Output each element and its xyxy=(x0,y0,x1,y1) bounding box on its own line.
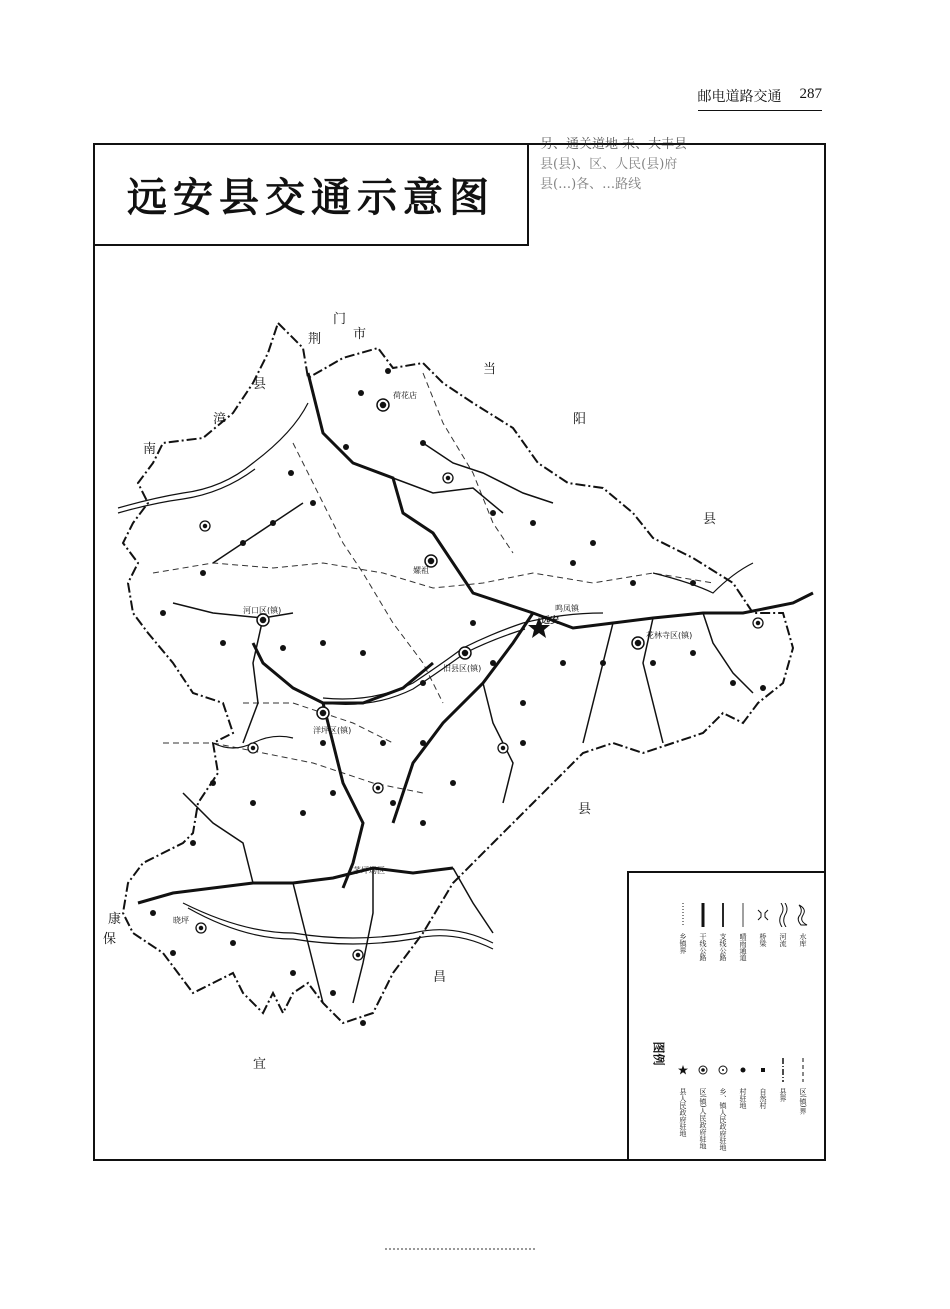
place-label: 旧县区(镇) xyxy=(443,664,482,673)
place-label: 鸣凤镇 xyxy=(555,604,579,613)
legend-item xyxy=(735,903,751,961)
neighbor-label: 门 xyxy=(333,312,347,327)
legend-item xyxy=(675,1058,691,1137)
dot-icon xyxy=(737,1058,749,1082)
place-label: 花林寺区(镇) xyxy=(646,631,693,640)
bridge-icon xyxy=(757,903,769,927)
neighbor-label: 宜 xyxy=(253,1057,267,1072)
rivers xyxy=(118,403,753,949)
neighbor-label: 当 xyxy=(483,362,497,377)
page-header xyxy=(698,86,823,111)
neighbor-label: 县 xyxy=(703,512,717,527)
place-label: 荷花店 xyxy=(393,391,417,400)
legend-item xyxy=(755,1058,771,1109)
legend-title: 图例 xyxy=(651,1041,666,1066)
double-circle-icon xyxy=(697,1058,709,1082)
neighbor-label: 县 xyxy=(253,377,267,392)
map-legend xyxy=(627,871,826,1161)
legend-label: 乡、镇人民政府驻地 xyxy=(719,1088,727,1151)
legend-item xyxy=(735,1058,751,1109)
page-number: 287 xyxy=(799,86,822,102)
legend-item xyxy=(695,903,711,961)
legend-label: 支线公路 xyxy=(719,933,727,961)
place-label: 茅坪场区 xyxy=(353,866,385,875)
neighbor-label: 漳 xyxy=(213,412,227,427)
district-boundaries xyxy=(153,373,713,793)
neighbor-label: 荆 xyxy=(308,332,322,347)
legend-label: 区(镇)界 xyxy=(799,1088,807,1115)
neighbor-labels xyxy=(103,312,716,1072)
legend-item xyxy=(795,903,811,947)
place-labels xyxy=(173,390,692,925)
legend-item xyxy=(775,903,791,947)
place-label: 嫘祖 xyxy=(413,566,429,575)
neighbor-label: 昌 xyxy=(433,970,447,985)
bottom-smudge xyxy=(385,1248,535,1253)
legend-item xyxy=(775,1058,791,1102)
dash-dot-line-icon xyxy=(777,1058,789,1082)
place-label: 远安 xyxy=(541,616,560,626)
legend-item xyxy=(795,1058,811,1114)
neighbor-label: 南 xyxy=(143,442,157,457)
star-icon xyxy=(677,1058,689,1082)
legend-label: 区(镇)人民政府驻地 xyxy=(699,1088,707,1150)
place-label: 晓坪 xyxy=(173,916,189,925)
neighbor-label: 县 xyxy=(578,802,592,817)
place-label: 河口区(镇) xyxy=(243,606,282,615)
medium-line-icon xyxy=(717,903,729,927)
dotted-line-icon xyxy=(677,903,689,927)
legend-label: 县界 xyxy=(779,1088,787,1102)
legend-label: 河流 xyxy=(779,933,787,947)
small-square-icon xyxy=(757,1058,769,1082)
legend-label: 晴雨通道 xyxy=(739,933,747,961)
legend-label: 桥梁 xyxy=(759,933,767,947)
ghost-line: 县(县)、区、人民(县)府 xyxy=(540,157,678,172)
neighbor-label: 阳 xyxy=(573,412,587,427)
thin-line-icon xyxy=(737,903,749,927)
neighbor-label: 市 xyxy=(353,327,367,342)
legend-item xyxy=(675,903,691,954)
legend-label: 县人民政府驻地 xyxy=(679,1088,687,1137)
neighbor-label: 康 xyxy=(108,912,122,927)
circle-dot-icon xyxy=(717,1058,729,1082)
header-text: 邮电道路交通 xyxy=(697,89,782,105)
neighbor-label: 保 xyxy=(103,932,117,947)
legend-label: 自然村 xyxy=(759,1088,767,1109)
bleed-through-text xyxy=(540,135,687,195)
legend-item xyxy=(755,903,771,947)
place-label: 洋坪区(镇) xyxy=(313,726,352,735)
legend-item xyxy=(695,1058,711,1149)
reservoir-icon xyxy=(797,903,809,927)
legend-item xyxy=(715,903,731,961)
legend-label: 水库 xyxy=(799,933,807,947)
dash-line-icon xyxy=(797,1058,809,1082)
ghost-line: 另、通关道地·未、大丰县 xyxy=(540,137,688,152)
legend-item xyxy=(715,1058,731,1151)
map-title: 远安县交通示意图 xyxy=(127,175,495,221)
legend-label: 乡镇界 xyxy=(679,933,687,954)
map-title-box xyxy=(93,143,529,246)
legend-label: 干线公路 xyxy=(699,933,707,961)
legend-label: 村驻地 xyxy=(739,1088,747,1109)
river-icon xyxy=(777,903,789,927)
ghost-line: 县(…)各、…路线 xyxy=(540,177,642,192)
thick-line-icon xyxy=(697,903,709,927)
